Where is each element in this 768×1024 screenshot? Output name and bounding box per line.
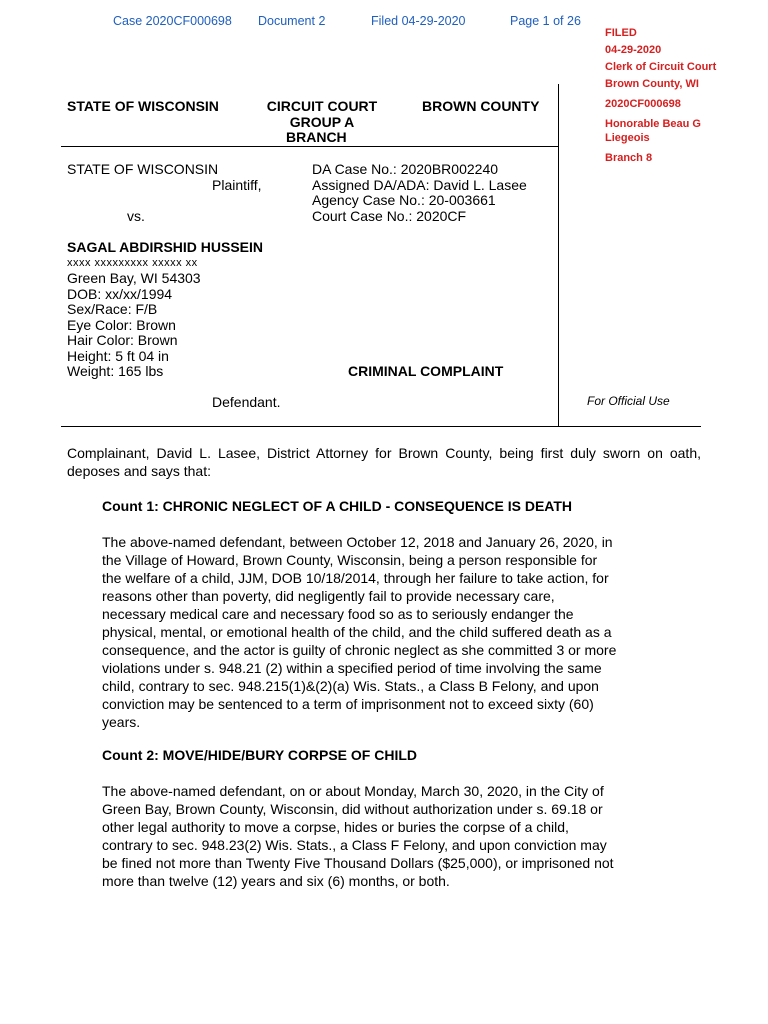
stamp-line: Brown County, WI [605,78,699,90]
defendant-hair-color: Hair Color: Brown [67,332,178,348]
court-case-number: Court Case No.: 2020CF [312,207,467,224]
dob-value: xx/xx/1994 [105,286,173,302]
count2-line: be fined not more than Twenty Five Thousand Dollars ($25,000), or imprisoned not [102,855,614,871]
count1-line: violations under s. 948.21 (2) within a specified period of time involving the same [102,660,602,676]
caption-top-rule [61,146,559,147]
case-info [312,162,527,224]
count1-line: The above-named defendant, between October 12, 2018 and January 26, 2020, in [102,534,613,550]
caption-court-line: CIRCUIT COURT [266,98,378,114]
count1-line: years. [102,714,141,730]
stamp-line: Liegeois [605,132,650,144]
caption-court [252,99,392,146]
complaint-title: CRIMINAL COMPLAINT [348,363,504,379]
header-case-number: Case 2020CF000698 [113,14,232,28]
caption-court-line: BRANCH [286,129,347,145]
caption-right-rule [558,84,559,427]
count1-line: physical, mental, or emotional health of the child, and the child suffered death as a [102,624,612,640]
header-document-number: Document 2 [258,14,326,28]
count1-line: conviction may be sentenced to a term of imprisonment not to exceed sixty (60) [102,696,594,712]
stamp-line: Branch 8 [605,152,653,164]
assigned-da: Assigned DA/ADA: David L. Lasee [312,176,527,193]
defendant-address-redacted: xxxx xxxxxxxxx xxxxx xx [67,257,198,269]
defendant-city: Green Bay, WI 54303 [67,270,201,286]
count2-line: The above-named defendant, on or about Monday, March 30, 2020, in the City of [102,783,604,799]
count1-line: consequence, and the actor is guilty of chronic neglect as she committed 3 or more [102,642,617,658]
defendant-height: Height: 5 ft 04 in [67,348,169,364]
defendant-label: Defendant. [212,394,281,410]
count2-title: Count 2: MOVE/HIDE/BURY CORPSE OF CHILD [102,747,418,763]
caption-court-line: GROUP A [289,113,355,130]
caption-county: BROWN COUNTY [422,98,540,114]
defendant-name: SAGAL ABDIRSHID HUSSEIN [67,239,264,255]
count2-line: more than twelve (12) years and six (6) months, or both. [102,873,450,889]
caption-bottom-rule [61,426,701,427]
header-filed-date: Filed 04-29-2020 [371,14,466,28]
plaintiff-name: STATE OF WISCONSIN [67,161,219,177]
defendant-sex-race: Sex/Race: F/B [67,301,158,317]
stamp-line: 2020CF000698 [605,98,681,110]
count1-line: reasons other than poverty, did negligently fail to provide necessary care, [102,588,555,604]
caption-state: STATE OF WISCONSIN [67,98,219,114]
dob-label: DOB: [67,286,106,302]
official-use-label: For Official Use [587,394,670,408]
count1-title: Count 1: CHRONIC NEGLECT OF A CHILD - CONSEQUENCE IS DEATH [102,498,573,514]
count1-paragraph [102,533,702,731]
count2-line: other legal authority to move a corpse, hides or buries the corpse of a child, [102,819,569,835]
plaintiff-label: Plaintiff, [212,177,262,193]
agency-case-number: Agency Case No.: 20-003661 [312,192,496,208]
header-page-count: Page 1 of 26 [510,14,581,28]
count1-line: the Village of Howard, Brown County, Wisconsin, being a person responsible for [102,552,598,568]
filed-stamp [605,25,765,167]
stamp-line: Honorable Beau G [605,118,701,130]
stamp-line: Clerk of Circuit Court [605,61,717,73]
count1-line: the welfare of a child, JJM, DOB 10/18/2014, through her failure to take action, for [102,570,609,586]
count2-line: Green Bay, Brown County, Wisconsin, did without authorization under s. 69.18 or [102,801,603,817]
versus-label: vs. [127,208,145,224]
count2-paragraph [102,782,702,890]
da-case-number: DA Case No.: 2020BR002240 [312,161,499,177]
defendant-weight: Weight: 165 lbs [67,363,164,379]
stamp-line: FILED [605,27,637,39]
stamp-line: 04-29-2020 [605,44,662,56]
count1-line: necessary medical care and necessary food so as to seriously endanger the [102,606,574,622]
count2-line: contrary to sec. 948.23(2) Wis. Stats., a Class F Felony, and upon conviction may [102,837,607,853]
intro-paragraph: Complainant, David L. Lasee, District Attorney for Brown County, being first duly sworn on oath, deposes and says that: [67,445,701,479]
count1-line: child, contrary to sec. 948.215(1)&(2)(a) Wis. Stats., a Class B Felony, and upon [102,678,599,694]
defendant-eye-color: Eye Color: Brown [67,317,176,333]
